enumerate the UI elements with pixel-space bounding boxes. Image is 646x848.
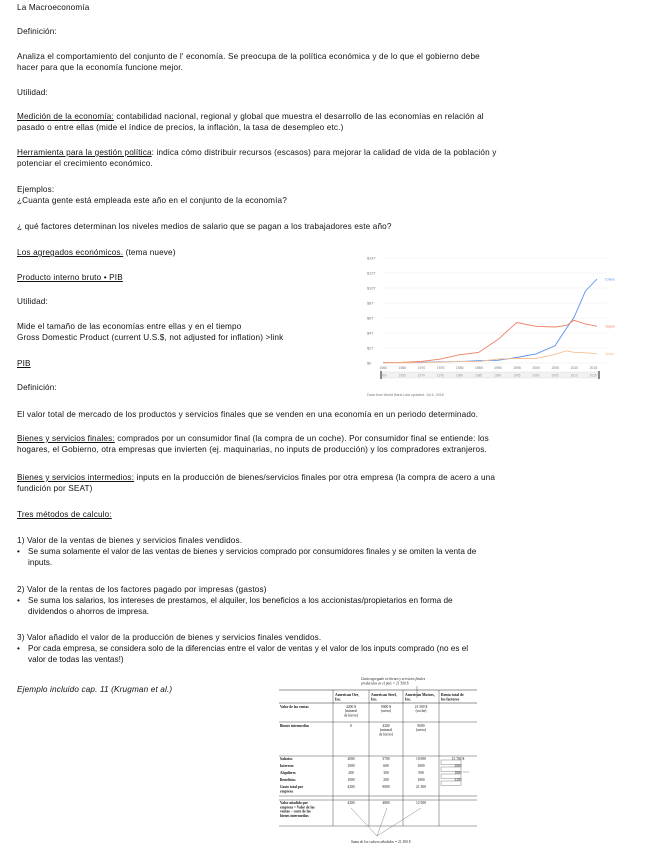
table-caption-top-1: Gasto agregado en bienes y servicios finales bbox=[361, 677, 426, 681]
chart-x-tick-label: 1970 bbox=[417, 366, 426, 370]
table-cell: 9000 bbox=[382, 785, 390, 789]
table-cell: 1000 bbox=[454, 771, 462, 775]
agregados-paragraph bbox=[17, 248, 176, 259]
metodo-3-title: 3) Valor añadido el valor de la producción de bienes y servicios finales vendidos. bbox=[17, 633, 322, 642]
slider-tick-label: 2015 bbox=[589, 373, 597, 378]
chart-x-tick-label: 1960 bbox=[379, 366, 388, 370]
metodo-3-text-1: Por cada empresa, se considera solo de la diferencias entre el valor de ventas y el valor de los inputs comprado (no es el bbox=[28, 644, 469, 653]
chart-y-tick-label: $6T bbox=[367, 316, 374, 321]
table-cell: 9000 $ bbox=[381, 705, 391, 709]
table-cell: 2200 bbox=[454, 778, 462, 782]
table-cell: 1000 bbox=[417, 778, 425, 782]
utilidad-label: Utilidad: bbox=[17, 88, 48, 97]
herramienta-heading: Herramienta para la gestión política bbox=[17, 148, 152, 157]
table-row-label: Alquileres bbox=[280, 771, 296, 775]
definicion-label-2: Definición: bbox=[17, 383, 57, 392]
table-row-label: Gasto total por bbox=[280, 785, 304, 789]
definicion-text-line-2: hacer para que la economía funcione mejor. bbox=[17, 63, 184, 72]
chart-grid bbox=[383, 258, 607, 363]
table-cell: 500 bbox=[418, 771, 424, 775]
chart-x-tick-label: 1980 bbox=[455, 366, 464, 370]
ejemplo-2: ¿ qué factores determinan los niveles medios de salario que se pagan a los trabajadores este año? bbox=[17, 222, 392, 231]
table-cell: (mineral bbox=[344, 709, 358, 714]
value-added-pointer bbox=[377, 808, 421, 836]
table-cell: 4200 bbox=[382, 724, 390, 728]
chart-x-tick-label: 1985 bbox=[475, 366, 483, 370]
pib-label: PIB bbox=[17, 359, 31, 368]
table-row-label: Bienes intermedios bbox=[280, 724, 310, 728]
chart-x-tick-label: 2005 bbox=[551, 366, 560, 370]
table-column-header: American Motors, bbox=[405, 693, 435, 697]
metodo-1-title: 1) Valor de la ventas de bienes y servicios finales vendidos. bbox=[17, 536, 243, 545]
table-row-label: Intereses bbox=[280, 764, 294, 768]
chart-source: Data from World Bank Last updated: Jul 6, 2018 bbox=[367, 393, 444, 397]
chart-x-ticks bbox=[380, 366, 598, 370]
table-row-label: empresa = Valor de las bbox=[280, 805, 315, 810]
chart-legend bbox=[605, 277, 615, 356]
series-line-spain bbox=[383, 351, 597, 363]
table-cell: 200 bbox=[383, 778, 389, 782]
slider-track[interactable] bbox=[381, 372, 599, 378]
metodo-2-title: 2) Valor de la rentas de los factores pagado por impresas (gastos) bbox=[17, 585, 267, 594]
herramienta-text-1: : indica cómo distribuir recursos (escasos) para mejorar la calidad de vida de la población y bbox=[151, 148, 497, 157]
chart-y-ticks bbox=[367, 256, 376, 365]
table-row-label: Salarios bbox=[280, 757, 293, 761]
chart-x-tick-label: 1975 bbox=[436, 366, 445, 370]
legend-label-japan: Japan bbox=[605, 324, 615, 329]
slider-tick-label: 1995 bbox=[513, 373, 521, 378]
table-cell: 600 bbox=[383, 764, 389, 768]
bienes-intermedios-text-1: inputs en la producción de bienes/servicios finales por otra empresa (la compra de acero a una bbox=[134, 473, 496, 482]
slider-tick-label: 1980 bbox=[455, 373, 464, 378]
table-column-header: Inc. bbox=[335, 697, 342, 702]
herramienta-paragraph bbox=[17, 148, 496, 159]
chart-x-tick-label: 2000 bbox=[532, 366, 540, 370]
table-caption-top-2: producidos en el país = 21 500 $ bbox=[361, 681, 409, 686]
slider-tick-label: 2000 bbox=[532, 373, 540, 378]
table-cell: 300 bbox=[383, 771, 389, 775]
ejemplos-label: Ejemplos: bbox=[17, 185, 55, 194]
table-cell: (coche) bbox=[415, 709, 427, 714]
table-cell: 15 700 $ bbox=[451, 757, 465, 761]
table-cell: 21 500 bbox=[416, 785, 426, 789]
chart-y-tick-label: $2T bbox=[367, 346, 374, 351]
table-cell: de hierro) bbox=[378, 732, 394, 737]
series-line-china bbox=[383, 279, 597, 363]
table-cell: 21 500 $ bbox=[414, 705, 428, 709]
chart-x-tick-label: 1995 bbox=[513, 366, 521, 370]
legend-label-spain: Spain bbox=[605, 352, 615, 357]
table-cell: 4200 $ bbox=[346, 705, 356, 709]
table-cell: 4800 bbox=[382, 801, 390, 805]
table-row-label: empresa bbox=[280, 789, 293, 794]
mide-line-1: Mide el tamaño de las economías entre ellas y en el tiempo bbox=[17, 322, 242, 331]
series-line-japan bbox=[383, 320, 597, 362]
slider-tick-label: 1985 bbox=[475, 373, 483, 378]
table-column-header: Renta total de bbox=[441, 693, 464, 697]
chart-y-tick-label: $0 bbox=[367, 361, 372, 366]
table-cell: (acero) bbox=[415, 728, 427, 733]
table-cell: 2600 bbox=[454, 764, 462, 768]
valor-total: El valor total de mercado de los productos y servicios finales que se venden en una economía en un periodo determinado. bbox=[17, 410, 479, 419]
metodo-2-text-2: dividendos o ahorros de impresa. bbox=[28, 607, 150, 616]
table-row-label: ventas − coste de los bbox=[280, 809, 311, 814]
table-cell: 4200 bbox=[347, 785, 355, 789]
slider-tick-label: 1990 bbox=[494, 373, 502, 378]
metodo-1-bullet: • bbox=[17, 547, 20, 556]
chart-y-tick-label: $14T bbox=[367, 256, 376, 261]
table-cell: 4200 bbox=[347, 801, 355, 805]
medicion-paragraph bbox=[17, 112, 484, 123]
bienes-intermedios-text-2: fundición por SEAT) bbox=[17, 484, 93, 493]
ejemplo-1: ¿Cuanta gente está empleada este año en el conjunto de la economía? bbox=[17, 196, 287, 205]
table-column-header: los factores bbox=[441, 697, 460, 702]
chart-x-tick-label: 2015 bbox=[589, 366, 598, 370]
table-cell: 12 500 bbox=[416, 801, 426, 805]
mide-line-2: Gross Domestic Product (current U.S.$, not adjusted for inflation) >link bbox=[17, 333, 284, 342]
table-column-header: American Steel, bbox=[371, 693, 397, 697]
time-range-slider[interactable] bbox=[380, 371, 601, 379]
table-column-header: American Ore, bbox=[335, 693, 360, 697]
bienes-finales-text-2: hogares, el Gobierno, otra empresas que invierten (ej. maquinarias, no inputs de producción) y los compradores extranjeros. bbox=[17, 445, 487, 454]
bienes-finales-paragraph bbox=[17, 434, 489, 445]
table-row-label: Valor añadido por bbox=[280, 801, 308, 805]
table-cell: 3700 bbox=[382, 757, 390, 761]
herramienta-text-2: potenciar el crecimiento económico. bbox=[17, 159, 153, 168]
bienes-finales-heading: Bienes y servicios finales: bbox=[17, 434, 115, 443]
table-cell: 1000 bbox=[347, 764, 355, 768]
chart-y-tick-label: $12T bbox=[367, 271, 376, 276]
doc-title: La Macroeconomía bbox=[17, 3, 90, 12]
agregados-note: (tema nueve) bbox=[123, 248, 176, 257]
tres-metodos-heading: Tres métodos de calculo: bbox=[17, 510, 112, 519]
table-cell: 9000 bbox=[417, 724, 425, 728]
table-column-header: Inc. bbox=[405, 697, 412, 702]
slider-tick-label: 1975 bbox=[436, 373, 444, 378]
metodo-1-text-2: inputs. bbox=[28, 558, 53, 567]
table-cell: de hierro) bbox=[343, 713, 359, 718]
definicion-label: Definición: bbox=[17, 27, 57, 36]
medicion-text-1: contabilidad nacional, regional y global que muestra el desarrollo de las economías en relación al bbox=[113, 112, 484, 121]
table-cell: 2000 bbox=[347, 757, 355, 761]
slider-tick-label: 1970 bbox=[417, 373, 425, 378]
value-added-table-figure bbox=[277, 676, 479, 846]
value-added-pointer bbox=[377, 808, 387, 836]
medicion-text-2: pasado o entre ellas (mide el índice de precios, la inflación, la tasa de desempleo etc.) bbox=[17, 123, 344, 132]
gdp-line-chart bbox=[365, 250, 627, 400]
metodo-3-text-2: valor de todas las ventas!) bbox=[28, 655, 124, 664]
chart-series bbox=[383, 279, 597, 363]
slider-handle-end[interactable] bbox=[598, 371, 600, 379]
metodo-2-text-1: Se suma los salarios, los intereses de prestamos, el alquiler, los beneficios a los accionistas/propietarios en forma de bbox=[28, 596, 453, 605]
ejemplo-incluido: Ejemplo incluido cap. 11 (Krugman et al.) bbox=[17, 685, 173, 694]
slider-tick-label: 2005 bbox=[551, 373, 559, 378]
metodo-3-bullet: • bbox=[17, 644, 20, 653]
table-cell: 0 bbox=[350, 724, 352, 728]
definicion-text-line-1: Analiza el comportamiento del conjunto de l' economía. Se preocupa de la política económica y de lo que el gobierno debe bbox=[17, 52, 480, 61]
bienes-intermedios-heading: Bienes y servicios intermedios: bbox=[17, 473, 135, 482]
table-row-label: Beneficios bbox=[280, 778, 296, 782]
slider-tick-label: 1965 bbox=[398, 373, 406, 378]
chart-x-tick-label: 1965 bbox=[398, 366, 407, 370]
utilidad-label-2: Utilidad: bbox=[17, 297, 48, 306]
table-cell: (mineral bbox=[379, 728, 393, 733]
value-added-pointer bbox=[351, 808, 377, 836]
medicion-heading: Medición de la economía: bbox=[17, 112, 114, 121]
chart-x-tick-label: 2010 bbox=[570, 366, 579, 370]
slider-tick-label: 1960 bbox=[379, 373, 387, 378]
table-cell: 1000 bbox=[417, 764, 425, 768]
legend-label-china: China bbox=[605, 277, 615, 282]
chart-y-tick-label: $10T bbox=[367, 286, 376, 291]
value-added-table bbox=[279, 690, 477, 836]
table-cell: (acero) bbox=[380, 709, 392, 714]
chart-x-tick-label: 1990 bbox=[494, 366, 502, 370]
metodo-1-text-1: Se suma solamente el valor de las ventas de bienes y servicios comprado por consumidores finales y se omiten la venta de bbox=[28, 547, 477, 556]
chart-y-tick-label: $4T bbox=[367, 331, 374, 336]
table-row-label: Valor de las ventas bbox=[280, 705, 309, 709]
table-cell: 1000 bbox=[347, 778, 355, 782]
chart-y-tick-label: $8T bbox=[367, 301, 374, 306]
agregados-heading: Los agregados económicos. bbox=[17, 248, 124, 257]
slider-tick-label: 2010 bbox=[570, 373, 578, 378]
bienes-finales-text-1: comprados por un consumidor final (la compra de un coche). Por consumidor final se entiende: los bbox=[114, 434, 489, 443]
table-column-header: Inc. bbox=[371, 697, 378, 702]
table-cell: 10 000 bbox=[416, 757, 426, 761]
table-row-label: bienes intermedios bbox=[280, 813, 309, 818]
table-cell: 200 bbox=[348, 771, 354, 775]
metodo-2-bullet: • bbox=[17, 596, 20, 605]
table-caption-bottom: Suma de los valores añadidos = 21 500 $ bbox=[351, 840, 411, 844]
pib-heading: Producto interno bruto • PIB bbox=[17, 273, 123, 282]
bienes-intermedios-paragraph bbox=[17, 473, 495, 484]
